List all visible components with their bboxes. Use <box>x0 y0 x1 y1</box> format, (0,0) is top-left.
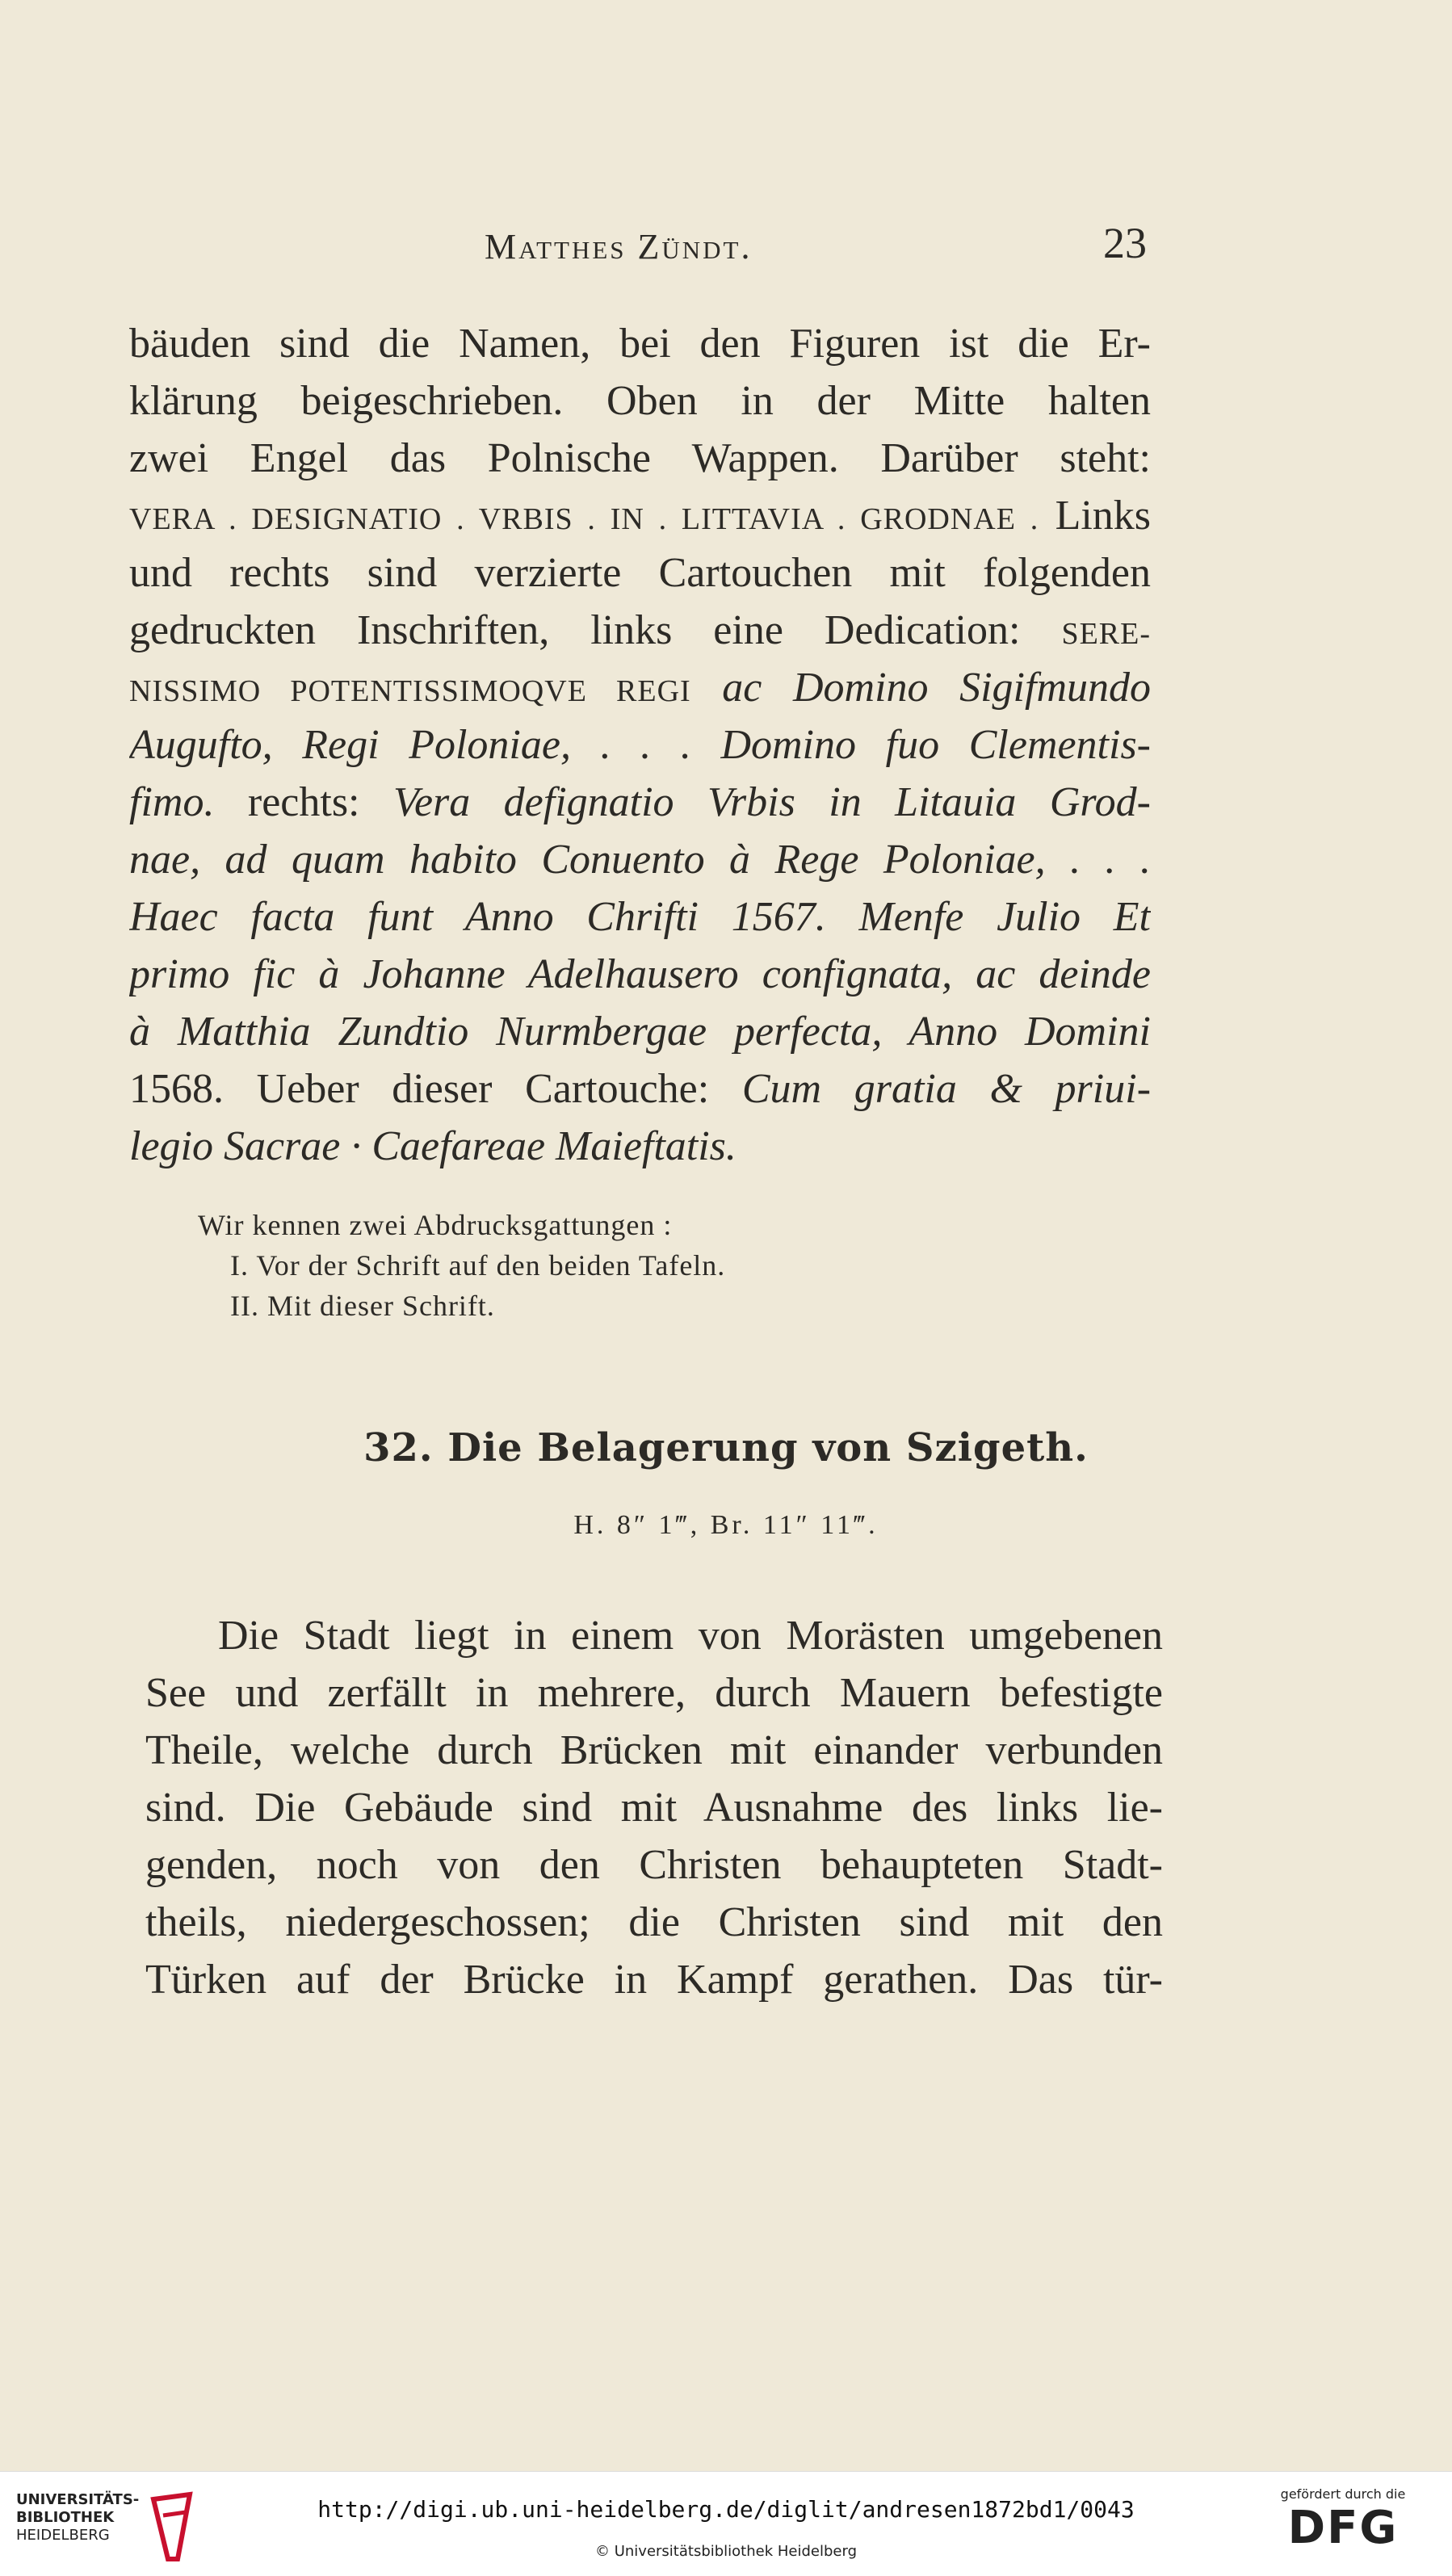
dfg-logo[interactable] <box>1258 2486 1428 2567</box>
text-line: nae, ad quam habito Conuento à Rege Poloniae, . . . <box>129 837 1151 883</box>
text-span: 1568. Ueber dieser Cartouche: <box>129 1066 710 1112</box>
text-line: zwei Engel das Polnische Wappen. Darüber steht: <box>129 435 1151 481</box>
text-line <box>129 659 1151 716</box>
text-line <box>129 487 1151 544</box>
text-line: à Matthia Zundtio Nurmbergae perfecta, Anno Domini <box>129 1009 1151 1055</box>
section-heading: 32. Die Belagerung von Szigeth. <box>363 1425 1089 1471</box>
text-line: Augufto, Regi Poloniae, . . . Domino fuo Clementis- <box>129 722 1151 768</box>
text-span: Links <box>1055 493 1151 539</box>
inscription-italic: Cum gratia & priui- <box>741 1066 1151 1112</box>
inscription-caps: VERA . DESIGNATIO . VRBIS . IN . LITTAVIA . GRODNAE . <box>129 502 1039 536</box>
permalink[interactable]: http://digi.ub.uni-heidelberg.de/diglit/andresen1872bd1/0043 <box>317 2496 1135 2523</box>
copyright-notice: © Universitätsbibliothek Heidelberg <box>594 2543 857 2560</box>
page-number: 23 <box>1103 219 1147 267</box>
text-line: Theile, welche durch Brücken mit einander verbunden <box>145 1727 1163 1773</box>
text-line: Türken auf der Brücke in Kampf gerathen. Das tür- <box>145 1957 1163 2003</box>
library-name-line: UNIVERSITÄTS- <box>16 2491 140 2508</box>
text-line: bäuden sind die Namen, bei den Figuren ist die Er- <box>129 321 1151 367</box>
library-name-line: BIBLIOTHEK <box>16 2509 115 2526</box>
state-item: II. Mit dieser Schrift. <box>230 1290 495 1322</box>
inscription-italic: ac Domino Sigifmundo <box>722 665 1151 711</box>
state-item: I. Vor der Schrift auf den beiden Tafeln. <box>230 1249 726 1282</box>
text-line <box>129 602 1151 659</box>
text-line: genden, noch von den Christen behaupteten Stadt- <box>145 1842 1163 1888</box>
text-line: Die Stadt liegt in einem von Morästen umgebenen <box>218 1613 1163 1659</box>
dfg-caption: gefördert durch die <box>1280 2486 1406 2502</box>
inscription-italic: Vera defignatio Vrbis in Litauia Grod- <box>392 779 1151 825</box>
catalogue-entry-text <box>129 315 1151 1175</box>
text-line: theils, niedergeschossen; die Christen sind mit den <box>145 1899 1163 1945</box>
dfg-wordmark: DFG <box>1287 2502 1399 2554</box>
library-name-line: HEIDELBERG <box>16 2527 110 2544</box>
text-line <box>129 1060 1151 1118</box>
print-states <box>198 1205 1005 1326</box>
dimensions: H. 8″ 1‴, Br. 11″ 11‴. <box>573 1510 879 1540</box>
text-line: legio Sacrae · Caefareae Maieftatis. <box>129 1123 736 1169</box>
text-span: rechts: <box>247 779 360 825</box>
text-line: Haec facta funt Anno Chrifti 1567. Menfe Julio Et <box>129 894 1151 940</box>
digitization-footer <box>0 2471 1452 2576</box>
inscription-caps: NISSIMO POTENTISSIMOQVE REGI <box>129 674 691 708</box>
page-header <box>121 218 1147 283</box>
text-line: See und zerfällt in mehrere, durch Mauern befestigte <box>145 1670 1163 1716</box>
running-title: Matthes Zündt. <box>485 227 753 266</box>
text-line: sind. Die Gebäude sind mit Ausnahme des links lie- <box>145 1785 1163 1831</box>
text-line: klärung beigeschrieben. Oben in der Mitte halten <box>129 378 1151 424</box>
inscription-italic: fimo. <box>129 779 215 825</box>
text-line: und rechts sind verzierte Cartouchen mit folgenden <box>129 550 1151 596</box>
text-line: primo fic à Johanne Adelhausero confignata, ac deinde <box>129 951 1151 997</box>
text-line <box>129 774 1151 831</box>
states-intro: Wir kennen zwei Abdrucksgattungen : <box>198 1209 673 1241</box>
text-span: gedruckten Inschriften, links eine Dedication: <box>129 607 1021 653</box>
description-text <box>145 1607 1163 2008</box>
inscription-caps: SERE- <box>1061 617 1151 651</box>
